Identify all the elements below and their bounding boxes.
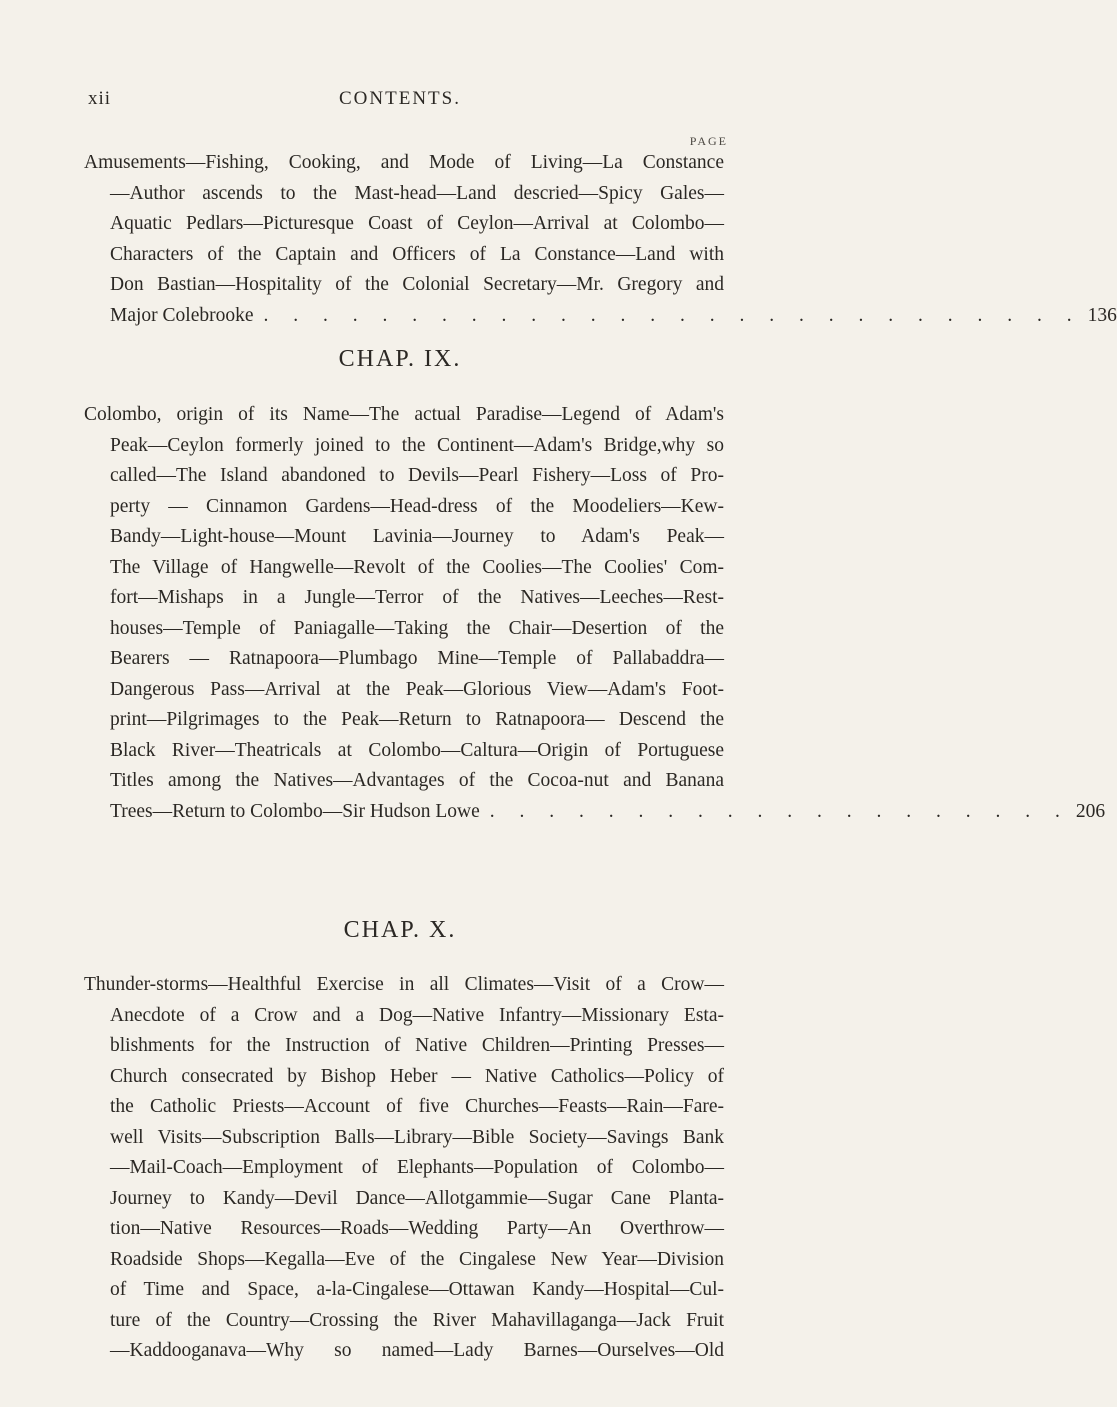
running-head	[0, 88, 800, 112]
summary-line: Amusements—Fishing, Cooking, and Mode of Living—La Constance	[84, 152, 724, 173]
summary-line: Thunder-storms—Healthful Exercise in all Climates—Visit of a Crow—	[84, 974, 724, 995]
chapter-10-summary	[84, 970, 724, 1367]
summary-line: Anecdote of a Crow and a Dog—Native Infantry—Missionary Esta-	[110, 1004, 724, 1026]
summary-line: well Visits—Subscription Balls—Library—Bible Society—Savings Bank	[110, 1126, 724, 1148]
summary-line: perty — Cinnamon Gardens—Head-dress of the Moodeliers—Kew-	[110, 495, 724, 517]
summary-last-line	[84, 301, 1117, 332]
summary-line: called—The Island abandoned to Devils—Pearl Fishery—Loss of Pro-	[110, 465, 724, 486]
summary-line: Dangerous Pass—Arrival at the Peak—Glorious View—Adam's Foot-	[110, 678, 724, 700]
page-reference: 136	[1087, 304, 1117, 326]
summary-line: houses—Temple of Paniagalle—Taking the Chair—Desertion of the	[110, 617, 724, 639]
chapter-10-heading: CHAP. X.	[343, 917, 457, 943]
summary-line: The Village of Hangwelle—Revolt of the Coolies—The Coolies' Com-	[110, 556, 724, 578]
page-column-label: PAGE	[689, 134, 728, 148]
summary-line: fort—Mishaps in a Jungle—Terror of the Natives—Leeches—Rest-	[110, 587, 724, 608]
summary-line: tion—Native Resources—Roads—Wedding Party—An Overthrow—	[110, 1218, 724, 1239]
summary-line: Black River—Theatricals at Colombo—Caltura—Origin of Portuguese	[110, 739, 724, 761]
summary-line: the Catholic Priests—Account of five Churches—Feasts—Rain—Fare-	[110, 1096, 724, 1117]
summary-line: Aquatic Pedlars—Picturesque Coast of Ceylon—Arrival at Colombo—	[110, 213, 724, 234]
dot-leader: . . . . . . . . . . . . . . . . . . . . . . . . . . . .	[263, 304, 1082, 326]
summary-line: Titles among the Natives—Advantages of the Cocoa-nut and Banana	[110, 770, 724, 791]
summary-line: Trees—Return to Colombo—Sir Hudson Lowe	[110, 800, 480, 822]
summary-line: Characters of the Captain and Officers of La Constance—Land with	[110, 243, 724, 265]
chapter-9-heading: CHAP. IX.	[338, 346, 462, 372]
summary-line: print—Pilgrimages to the Peak—Return to Ratnapoora— Descend the	[110, 709, 724, 730]
summary-line: Colombo, origin of its Name—The actual Paradise—Legend of Adam's	[84, 404, 724, 425]
summary-last-line	[84, 797, 1106, 828]
page-number: xii	[88, 88, 112, 109]
summary-line: Bandy—Light-house—Mount Lavinia—Journey to Adam's Peak—	[110, 526, 724, 547]
summary-line: of Time and Space, a-la-Cingalese—Ottawan Kandy—Hospital—Cul-	[110, 1279, 724, 1300]
summary-line: Bearers — Ratnapoora—Plumbago Mine—Temple of Pallabaddra—	[110, 648, 724, 669]
summary-line: blishments for the Instruction of Native Children—Printing Presses—	[110, 1035, 724, 1056]
summary-line: —Kaddooganava—Why so named—Lady Barnes—Ourselves—Old	[110, 1340, 724, 1361]
summary-line: Journey to Kandy—Devil Dance—Allotgammie—Sugar Cane Planta-	[110, 1187, 724, 1209]
dot-leader: . . . . . . . . . . . . . . . . . . . .	[489, 800, 1070, 822]
summary-line: ture of the Country—Crossing the River Mahavillaganga—Jack Fruit	[110, 1309, 724, 1331]
chapter-9-summary	[84, 400, 1106, 827]
summary-line: Major Colebrooke	[110, 304, 254, 326]
summary-line: Church consecrated by Bishop Heber — Native Catholics—Policy of	[110, 1065, 724, 1087]
summary-line: Peak—Ceylon formerly joined to the Continent—Adam's Bridge,why so	[110, 434, 724, 456]
chapter-8-summary	[84, 148, 1117, 331]
summary-line: —Mail-Coach—Employment of Elephants—Population of Colombo—	[110, 1157, 724, 1178]
running-title: CONTENTS.	[339, 88, 461, 109]
summary-line: Don Bastian—Hospitality of the Colonial Secretary—Mr. Gregory and	[110, 274, 724, 295]
summary-line: —Author ascends to the Mast-head—Land descried—Spicy Gales—	[110, 182, 724, 204]
summary-line: Roadside Shops—Kegalla—Eve of the Cingalese New Year—Division	[110, 1248, 724, 1270]
page-reference: 206	[1075, 800, 1106, 822]
